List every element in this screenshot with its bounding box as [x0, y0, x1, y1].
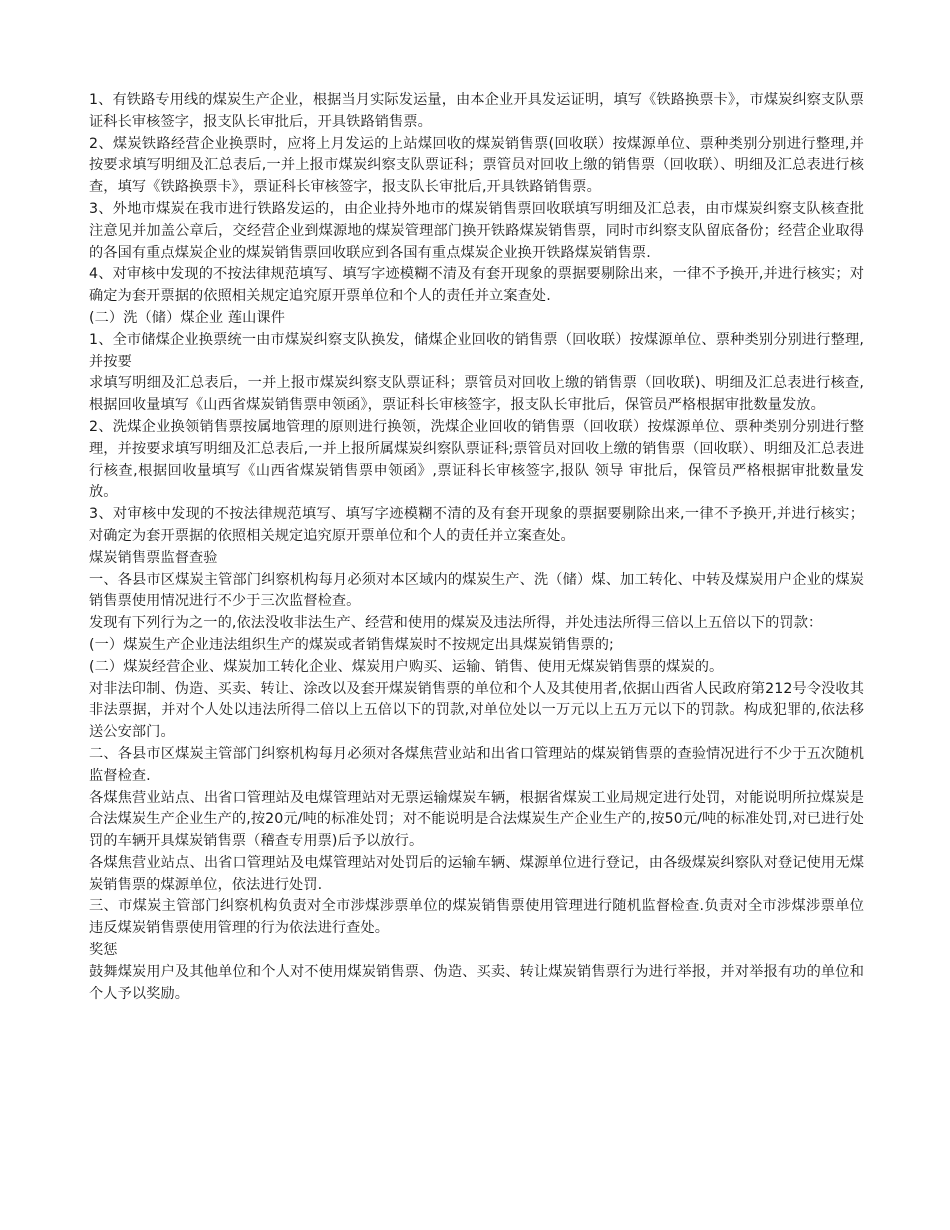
paragraph: 三、市煤炭主管部门纠察机构负责对全市涉煤涉票单位的煤炭销售票使用管理进行随机监督检查.负责对全市涉煤涉票单位违反煤炭销售票使用管理的行为依法进行查处。 [89, 898, 864, 937]
section-heading: (二）洗（储）煤企业 莲山课件 [89, 309, 285, 326]
paragraph: 3、对审核中发现的不按法律规范填写、填写字迹模糊不清的及有套开现象的票据要剔除出来,一律不予换开,并进行核实；对确定为套开票据的依照相关规定追究原开票单位和个人的责任并立案查处。 [89, 506, 864, 544]
paragraph: 各煤焦营业站点、出省口管理站及电煤管理站对无票运输煤炭车辆，根据省煤炭工业局规定进行处罚，对能说明所拉煤炭是合法煤炭生产企业生产的,按20元/吨的标准处罚；对不能说明是合法煤炭生产企业生产的,按50元/吨的标准处罚,对已进行处罚的车辆开具煤炭销售票（稽查专用票)后予以放行。 [89, 789, 864, 850]
paragraph: 2、洗煤企业换领销售票按属地管理的原则进行换领，洗煤企业回收的销售票（回收联）按煤源单位、票种类别分别进行整理，并按要求填写明细及汇总表后,一并上报所属煤炭纠察队票证科;票管员对回收上缴的销售票（回收联）、明细及汇总表进行核查,根据回收量填写《山西省煤炭销售票申领函》,票证科长审核签字,报队 领导 审批后，保管员严格根据审批数量发放。 [89, 418, 864, 501]
paragraph: (一）煤炭生产企业违法组织生产的煤炭或者销售煤炭时不按规定出具煤炭销售票的; [89, 636, 614, 653]
paragraph: 3、外地市煤炭在我市进行铁路发运的，由企业持外地市的煤炭销售票回收联填写明细及汇总表，由市煤炭纠察支队核查批注意见并加盖公章后，交经营企业到煤源地的煤炭管理部门换开铁路煤炭销售票，同时市纠察支队留底备份；经营企业取得的各国有重点煤炭企业的煤炭销售票回收联应到各国有重点煤炭企业换开铁路煤炭销售票. [89, 200, 864, 261]
paragraph: 求填写明细及汇总表后，一并上报市煤炭纠察支队票证科；票管员对回收上缴的销售票（回收联)、明细及汇总表进行核查,根据回收量填写《山西省煤炭销售票申领函》，票证科长审核签字，报支队长审批后，保管员严格根据审批数量发放。 [89, 375, 864, 414]
paragraph: 1、全市储煤企业换票统一由市煤炭纠察支队换发，储煤企业回收的销售票（回收联）按煤源单位、票种类别分别进行整理,并按要 [89, 331, 864, 370]
document-body [89, 90, 864, 1005]
paragraph: 4、对审核中发现的不按法律规范填写、填写字迹模糊不清及有套开现象的票据要剔除出来，一律不予换开,并进行核实；对确定为套开票据的依照相关规定追究原开票单位和个人的责任并立案查处. [89, 266, 864, 305]
section-heading: 奖惩 [89, 942, 118, 959]
paragraph: 2、煤炭铁路经营企业换票时，应将上月发运的上站煤回收的煤炭销售票(回收联）按煤源单位、票种类别分别进行整理,并按要求填写明细及汇总表后,一并上报市煤炭纠察支队票证科；票管员对回收上缴的销售票（回收联）、明细及汇总表进行核查，填写《铁路换票卡》，票证科长审核签字，报支队长审批后,开具铁路销售票。 [89, 135, 864, 196]
paragraph: 发现有下列行为之一的,依法没收非法生产、经营和使用的煤炭及违法所得，并处违法所得三倍以上五倍以下的罚款： [89, 615, 823, 632]
paragraph: 各煤焦营业站点、出省口管理站及电煤管理站对处罚后的运输车辆、煤源单位进行登记，由各级煤炭纠察队对登记使用无煤炭销售票的煤源单位，依法进行处罚. [89, 854, 864, 893]
paragraph: (二）煤炭经营企业、煤炭加工转化企业、煤炭用户购买、运输、销售、使用无煤炭销售票的煤炭的。 [89, 658, 724, 675]
paragraph: 对非法印制、伪造、买卖、转让、涂改以及套开煤炭销售票的单位和个人及其使用者,依据山西省人民政府第212号令没收其非法票据，并对个人处以违法所得二倍以上五倍以下的罚款,对单位处以一万元以上五万元以下的罚款。构成犯罪的,依法移送公安部门。 [89, 680, 864, 741]
paragraph: 二、各县市区煤炭主管部门纠察机构每月必须对各煤焦营业站和出省口管理站的煤炭销售票的查验情况进行不少于五次随机监督检查. [89, 745, 864, 784]
paragraph: 鼓舞煤炭用户及其他单位和个人对不使用煤炭销售票、伪造、买卖、转让煤炭销售票行为进行举报，并对举报有功的单位和个人予以奖励。 [89, 963, 864, 1002]
paragraph: 1、有铁路专用线的煤炭生产企业，根据当月实际发运量，由本企业开具发运证明，填写《铁路换票卡》，市煤炭纠察支队票证科长审核签字，报支队长审批后，开具铁路销售票。 [89, 92, 864, 130]
section-heading: 煤炭销售票监督查验 [89, 549, 218, 566]
paragraph: 一、各县市区煤炭主管部门纠察机构每月必须对本区域内的煤炭生产、洗（储）煤、加工转化、中转及煤炭用户企业的煤炭销售票使用情况进行不少于三次监督检查。 [89, 571, 864, 610]
